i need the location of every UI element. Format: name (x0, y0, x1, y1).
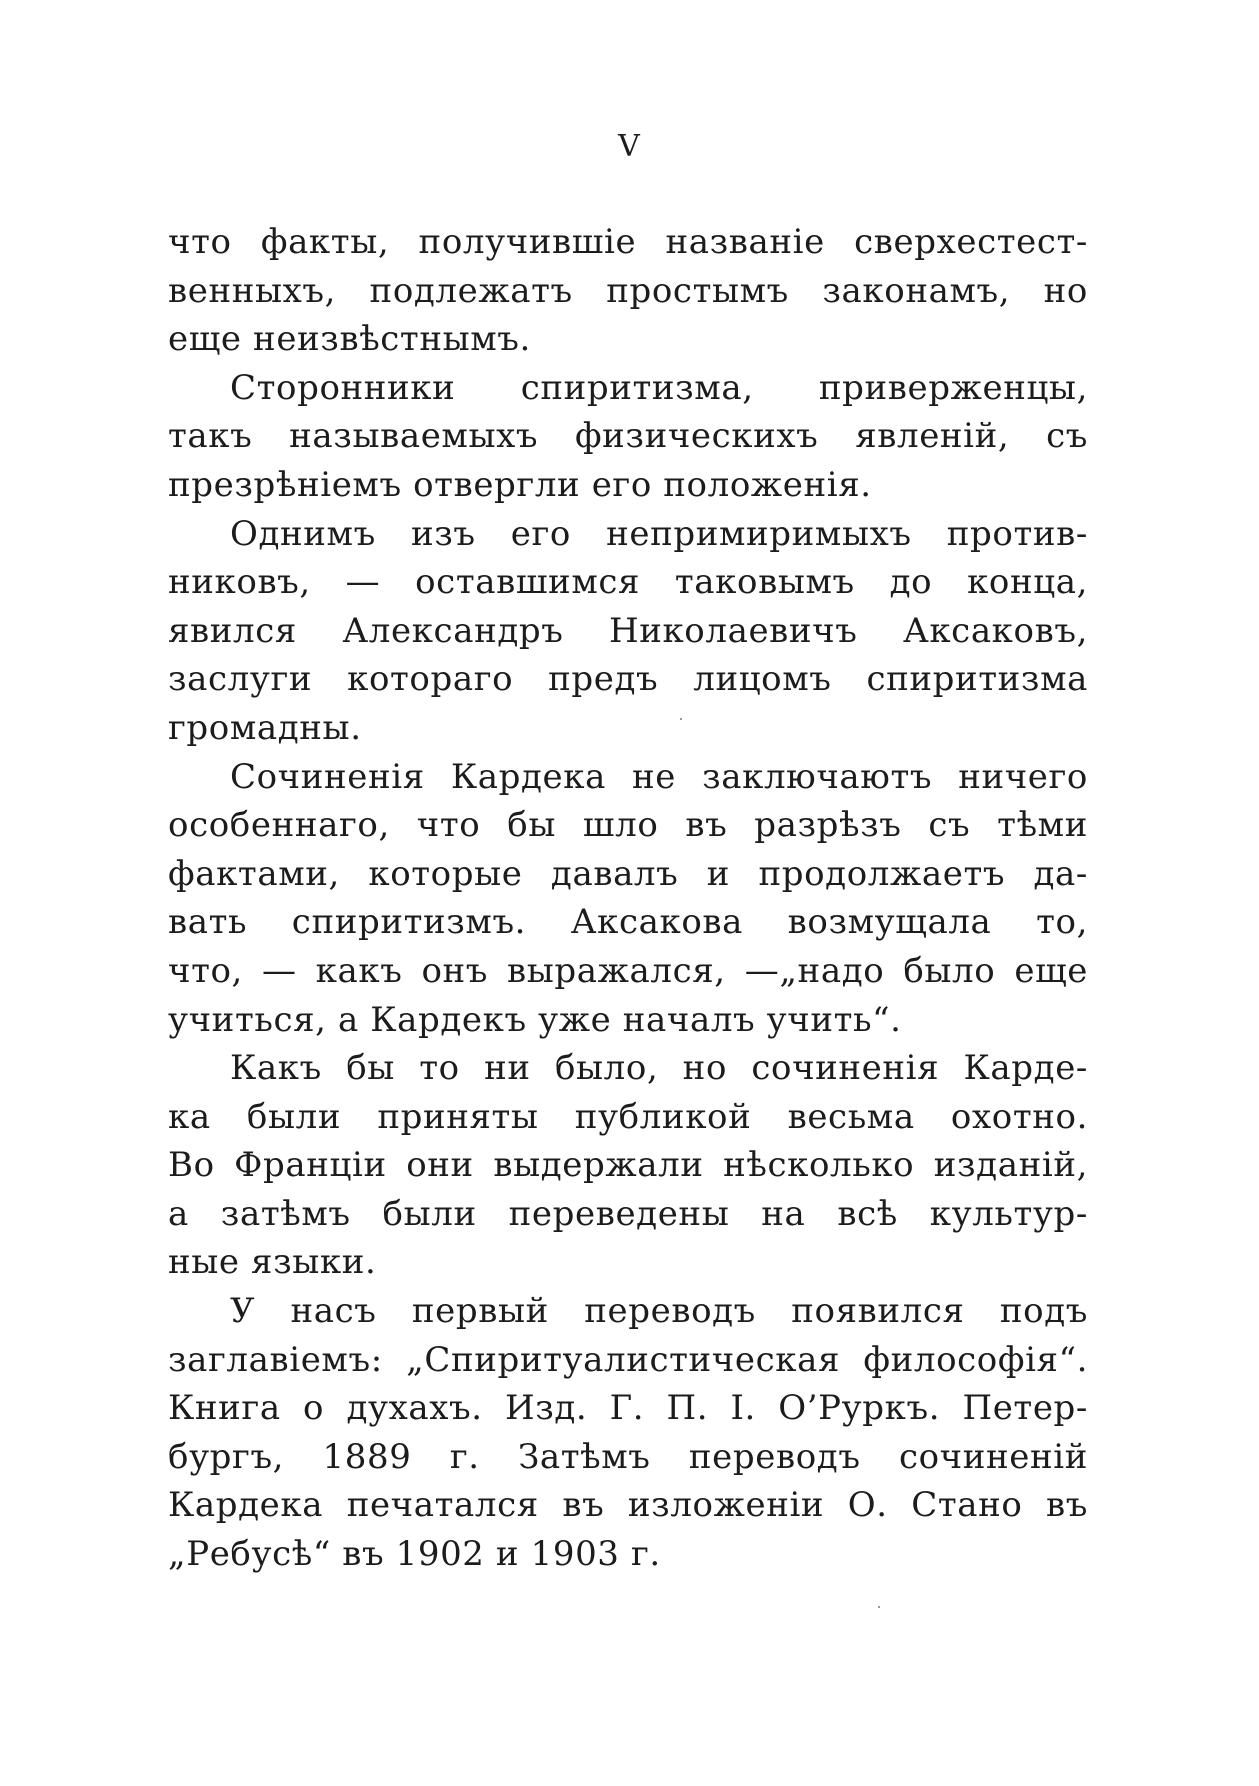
text-line: что факты, получившіе названіе сверхестест- (168, 222, 1088, 262)
text-line: заслуги котораго предъ лицомъ спиритизма (168, 659, 1088, 700)
paragraph-6 (168, 1287, 1088, 1579)
text-line: что, — какъ онъ выражался, —„надо было еще (168, 950, 1088, 991)
text-line: такъ называемыхъ физическихъ явленій, съ (168, 416, 1088, 457)
text-line: Книга о духахъ. Изд. Г. П. І. О’Руркъ. Петер- (168, 1388, 1088, 1429)
text-line: Какъ бы то ни было, но сочиненія Карде- (230, 1048, 1088, 1089)
text-line: вать спиритизмъ. Аксакова возмущала то, (168, 902, 1088, 943)
page-number: V (618, 129, 641, 164)
text-line: венныхъ, подлежатъ простымъ законамъ, но (168, 270, 1088, 311)
text-line: учиться, а Кардекъ уже началъ учить“. (168, 999, 902, 1040)
text-line: а затѣмъ были переведены на всѣ культур- (168, 1193, 1088, 1234)
scan-speck (878, 1606, 880, 1608)
scan-speck (680, 718, 682, 720)
text-line: бургъ, 1889 г. Затѣмъ переводъ сочиненій (168, 1436, 1088, 1477)
paragraph-1 (168, 218, 1088, 364)
text-line: еще неизвѣстнымъ. (168, 319, 531, 360)
text-line: фактами, которые давалъ и продолжаетъ да- (168, 853, 1088, 894)
text-line: громадны. (168, 707, 362, 748)
text-line: никовъ, — оставшимся таковымъ до конца, (168, 562, 1088, 603)
text-line: заглавіемъ: „Спиритуалистическая философія“. (168, 1339, 1088, 1380)
paragraph-2 (168, 364, 1088, 510)
text-line: особеннаго, что бы шло въ разрѣзъ съ тѣми (168, 805, 1088, 846)
text-line: ные языки. (168, 1242, 377, 1283)
paragraph-4 (168, 753, 1088, 1045)
text-line: „Ребусѣ“ въ 1902 и 1903 г. (168, 1534, 661, 1575)
text-line: Кардека печатался въ изложеніи О. Стано въ (168, 1485, 1088, 1526)
text-line: У насъ первый переводъ появился подъ (230, 1291, 1088, 1332)
text-line: явился Александръ Николаевичъ Аксаковъ, (168, 610, 1088, 651)
text-line: Сторонники спиритизма, приверженцы, (230, 367, 1088, 408)
paragraph-5 (168, 1044, 1088, 1287)
text-line: Во Франціи они выдержали нѣсколько изданій, (168, 1145, 1088, 1186)
text-line: Сочиненія Кардека не заключаютъ ничего (230, 756, 1088, 797)
text-line: ка были приняты публикой весьма охотно. (168, 1096, 1088, 1137)
body-text (168, 218, 1088, 1579)
paragraph-3 (168, 510, 1088, 753)
text-line: Однимъ изъ его непримиримыхъ против- (230, 513, 1088, 554)
text-line: презрѣніемъ отвергли его положенія. (168, 464, 872, 505)
